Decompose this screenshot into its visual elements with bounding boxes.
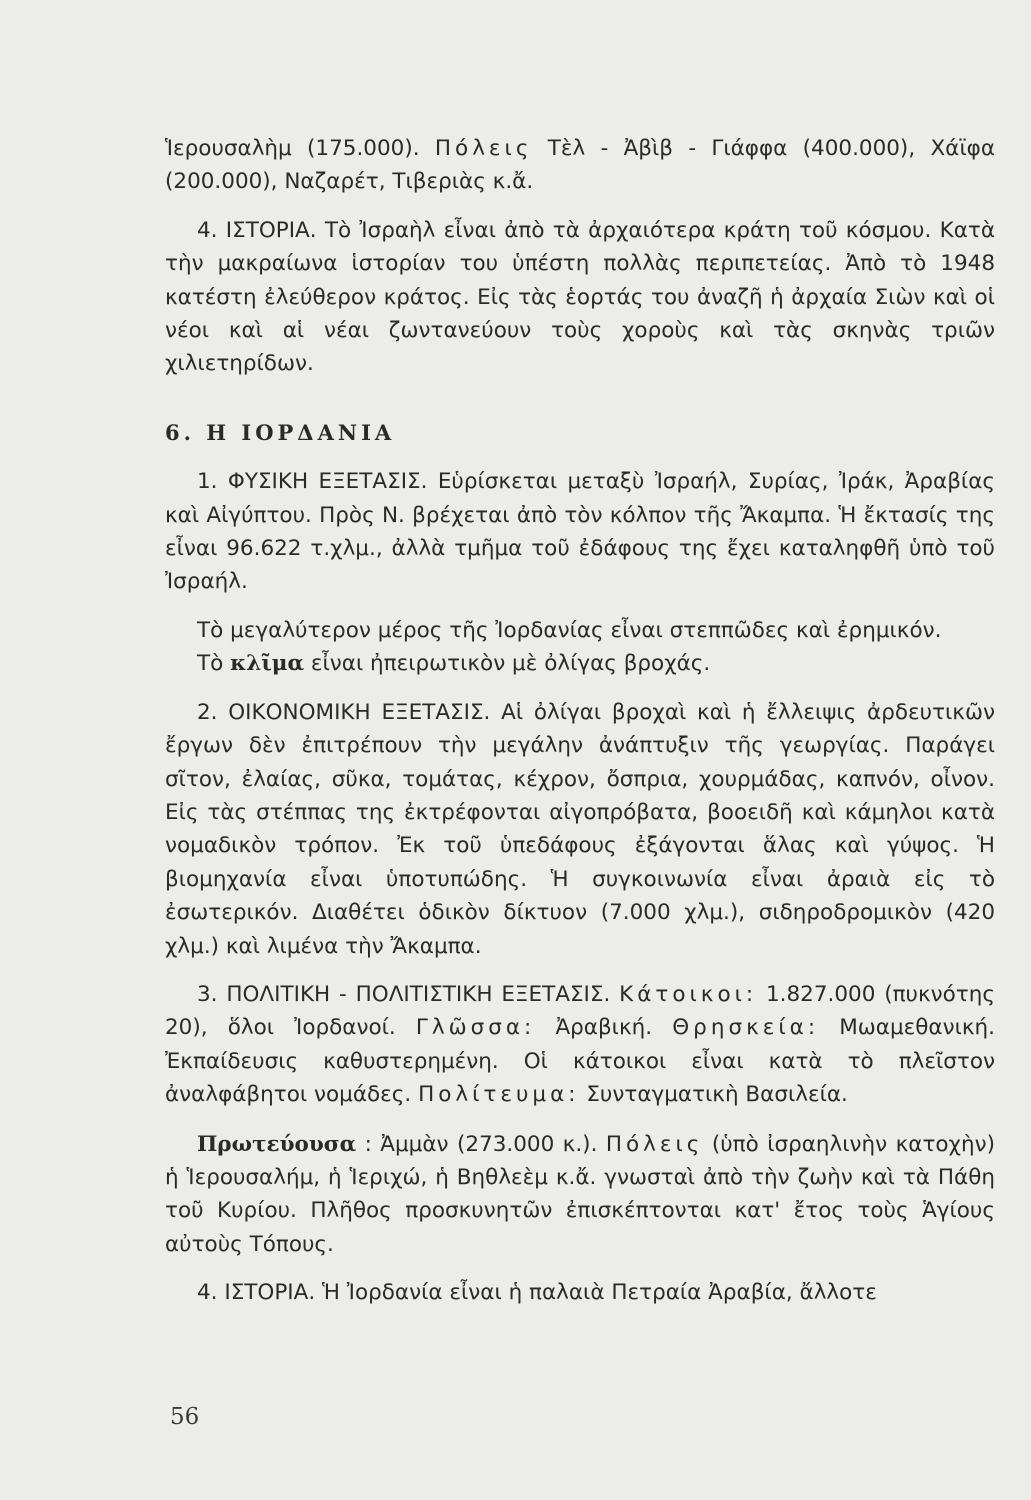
israel-cities-list: Τὲλ - Ἀβὶβ - Γιάφφα (400.000), Χάϊφα (200.000), Ναζαρέτ, Τιβεριὰς κ.ἄ. <box>165 136 995 195</box>
jordan-political-paragraph <box>165 978 995 1112</box>
language-label: Γλῶσσα: <box>415 1015 536 1041</box>
jordan-physical-paragraph: 1. ΦΥΣΙΚΗ ΕΞΕΤΑΣΙΣ. Εὑρίσκεται μεταξὺ Ἰσραήλ, Συρίας, Ἰράκ, Ἀραβίας καὶ Αἰγύπτου. Πρὸς Ν. βρέχεται ἀπὸ τὸν κόλπον τῆς Ἄκαμπα. Ἡ ἔκτασίς της εἶναι 96.622 τ.χλμ., ἀλλὰ τμῆμα τοῦ ἐδάφους της ἔχει καταληφθῆ ὑπὸ τοῦ Ἰσραήλ. <box>165 469 995 595</box>
political-title: 3. ΠΟΛΙΤΙΚΗ - ΠΟΛΙΤΙΣΤΙΚΗ ΕΞΕΤΑΣΙΣ. <box>197 981 611 1007</box>
jordan-cities-label: Πόλεις <box>605 1131 704 1157</box>
climate-keyword: κλῖμα <box>230 651 305 677</box>
polity-label: Πολίτευμα: <box>418 1082 580 1108</box>
jordan-capital-paragraph <box>165 1128 995 1262</box>
israel-history-paragraph: 4. ΙΣΤΟΡΙΑ. Τὸ Ἰσραὴλ εἶναι ἀπὸ τὰ ἀρχαιότερα κράτη τοῦ κόσμου. Κατὰ τὴν μακραίωνα ἱστορίαν του ὑπέστη πολλὰς περιπετείας. Ἀπὸ τὸ 1948 κατέστη ἐλεύθερον κράτος. Εἰς τὰς ἑορτάς του ἀναζῆ ἡ ἀρχαία Σιὼν καὶ οἱ νέοι καὶ αἱ νέαι ζωντανεύουν τοὺς χοροὺς καὶ τὰς σκηνὰς τριῶν χιλιετηρίδων. <box>165 217 995 377</box>
climate-prefix: Τὸ <box>197 651 224 677</box>
capital-value: : Ἀμμὰν (273.000 κ.). <box>364 1131 598 1157</box>
jordan-history-paragraph: 4. ΙΣΤΟΡΙΑ. Ἡ Ἰορδανία εἶναι ἡ παλαιὰ Πετραία Ἀραβία, ἄλλοτε <box>197 1280 877 1306</box>
polity-value: Συνταγματικὴ Βασιλεία. <box>586 1082 848 1108</box>
jordan-climate-line <box>165 647 995 680</box>
israel-cities-label: Πόλεις <box>434 136 533 161</box>
body-text <box>165 132 995 1310</box>
israel-capital: Ἱερουσαλὴμ (175.000). <box>165 136 420 161</box>
climate-suffix: εἶναι ἠπειρωτικὸν μὲ ὀλίγας βροχάς. <box>310 651 711 677</box>
section-heading-jordan: 6. Η ΙΟΡΔΑΝΙΑ <box>165 419 396 445</box>
israel-cities-paragraph <box>165 132 995 199</box>
inhabitants-value: 1.827.000 (πυκνότης 20), ὅλοι Ἰορδανοί. <box>165 981 995 1041</box>
page-number: 56 <box>170 1404 200 1430</box>
religion-value: Μωαμεθανική. Ἐκπαίδευσις καθυστερημένη. Οἱ κάτοικοι εἶναι κατὰ τὸ πλεῖστον ἀναλφάβητοι νομάδες. <box>165 1015 995 1108</box>
language-value: Ἀραβική. <box>555 1015 653 1041</box>
jordan-economic-paragraph: 2. ΟΙΚΟΝΟΜΙΚΗ ΕΞΕΤΑΣΙΣ. Αἱ ὀλίγαι βροχαὶ καὶ ἡ ἔλλειψις ἀρδευτικῶν ἔργων δὲν ἐπιτρέπουν τὴν μεγάλην ἀνάπτυξιν τῆς γεωργίας. Παράγει σῖτον, ἐλαίας, σῦκα, τομάτας, κέχρον, ὄσπρια, χουρμάδας, καπνόν, οἶνον. Εἰς τὰς στέππας της ἐκτρέφονται αἰγοπρόβατα, βοοειδῆ καὶ κάμηλοι κατὰ νομαδικὸν τρόπον. Ἐκ τοῦ ὑπεδάφους ἐξάγονται ἅλας καὶ γύψος. Ἡ βιομηχανία εἶναι ὑποτυπώδης. Ἡ συγκοινωνία εἶναι ἀραιὰ εἰς τὸ ἐσωτερικόν. Διαθέτει ὁδικὸν δίκτυον (7.000 χλμ.), σιδηροδρομικὸν (420 χλμ.) καὶ λιμένα τὴν Ἄκαμπα. <box>165 699 995 959</box>
inhabitants-label: Κάτοικοι: <box>619 981 758 1007</box>
capital-label: Πρωτεύουσα <box>197 1131 357 1157</box>
jordan-desert-line: Τὸ μεγαλύτερον μέρος τῆς Ἰορδανίας εἶναι στεππῶδες καὶ ἐρημικόν. <box>197 617 942 643</box>
religion-label: Θρησκεία: <box>672 1015 820 1041</box>
jordan-cities-value: (ὑπὸ ἰσραηλινὴν κατοχὴν) ἡ Ἱερουσαλήμ, ἡ Ἱεριχώ, ἡ Βηθλεὲμ κ.ἄ. γνωσταὶ ἀπὸ τὴν ζωὴν καὶ τὰ Πάθη τοῦ Κυρίου. Πλῆθος προσκυνητῶν ἐπισκέπτονται κατ' ἔτος τοὺς Ἁγίους αὐτοὺς Τόπους. <box>165 1131 995 1257</box>
